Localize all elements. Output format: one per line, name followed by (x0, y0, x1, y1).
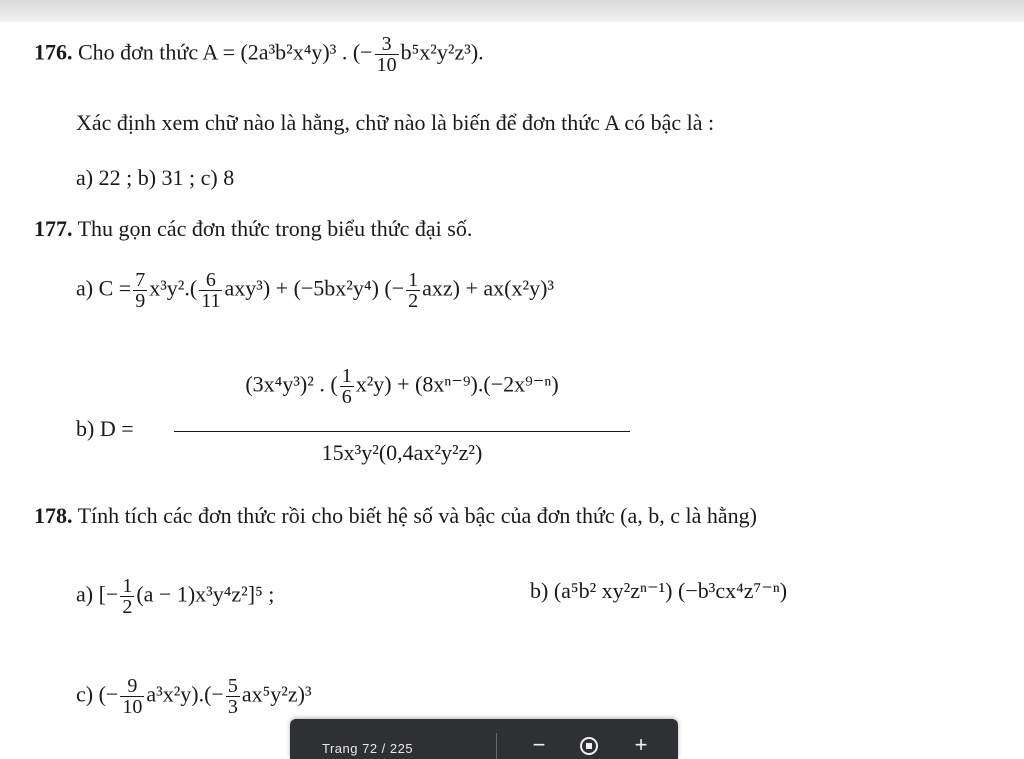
fraction-denominator: 11 (201, 290, 221, 312)
problem-177a (76, 270, 554, 311)
math-expr: axy³) + (−5bx²y⁴) (− (224, 275, 405, 301)
math-expr: ax⁵y²z)³ (241, 681, 312, 707)
problem-number: 176. (34, 39, 73, 65)
problem-177-stem (34, 218, 472, 240)
item-label: b) (530, 578, 549, 603)
fraction-numerator: 1 (408, 269, 419, 291)
stem-text: Cho đơn thức A = (78, 39, 235, 65)
math-expr: x³y².( (149, 275, 198, 301)
fraction-numerator: 1 (341, 365, 352, 387)
fit-page-icon (580, 737, 598, 755)
fraction (120, 576, 134, 617)
problem-176-question: Xác định xem chữ nào là hằng, chữ nào là biến để đơn thức A có bậc là : (76, 110, 715, 135)
fraction-denominator: 3 (227, 696, 238, 718)
math-expr: (a − 1)x³y⁴z²]⁵ ; (136, 581, 275, 607)
math-expr: a³x²y).(− (146, 681, 224, 707)
math-expr: (2a³b²x⁴y)³ . (− (240, 39, 373, 65)
fraction (226, 676, 240, 717)
math-expr: (a⁵b² xy²zⁿ⁻¹) (−b³cx⁴z⁷⁻ⁿ) (553, 578, 788, 603)
fit-page-button[interactable] (576, 732, 602, 758)
fraction (375, 34, 399, 75)
item-label: b) (76, 416, 95, 441)
toolbar-divider (496, 733, 497, 759)
fraction (340, 366, 354, 407)
fraction-numerator: 5 (227, 675, 238, 697)
fraction-numerator: 3 (375, 34, 399, 55)
math-expr: [− (98, 581, 119, 607)
viewer-toolbar (290, 719, 678, 759)
problem-177b-label (76, 418, 134, 440)
fraction-denominator: 10 (376, 54, 397, 76)
item-label: c) (76, 681, 94, 707)
fraction (133, 270, 147, 311)
problem-number: 178. (34, 503, 73, 528)
fraction-denominator: 10 (122, 696, 143, 718)
math-expr: axz) + ax(x²y)³ (422, 275, 555, 301)
fraction-denominator: 6 (341, 386, 352, 408)
math-expr: D = (99, 416, 134, 441)
stem-text: Thu gọn các đơn thức trong biểu thức đại số. (77, 216, 473, 241)
fraction-denominator: 15x³y²(0,4ax²y²z²) (321, 440, 483, 465)
problem-177b-fraction (172, 362, 632, 472)
math-expr: (− (98, 681, 119, 707)
stem-text: Tính tích các đơn thức rồi cho biết hệ số và bậc của đơn thức (a, b, c là hằng) (77, 503, 757, 528)
zoom-out-button[interactable]: − (532, 732, 546, 757)
item-label: a) (76, 581, 94, 607)
problem-176-options: a) 22 ; b) 31 ; c) 8 (76, 165, 235, 190)
fraction (199, 270, 222, 311)
zoom-in-button[interactable]: + (634, 732, 648, 757)
fraction-numerator: 7 (135, 269, 146, 291)
page-indicator: Trang 72 / 225 (322, 741, 414, 756)
problem-178b (530, 580, 787, 602)
problem-178c (76, 676, 312, 717)
fraction-denominator: 9 (135, 290, 146, 312)
math-expr: (3x⁴y³)² . ( (245, 371, 338, 397)
fraction-numerator (172, 366, 632, 407)
fraction-numerator: 6 (199, 270, 222, 291)
math-expr: b⁵x²y²z³). (400, 39, 484, 65)
math-expr: x²y) + (8xⁿ⁻⁹).(−2x⁹⁻ⁿ) (355, 371, 559, 397)
problem-176-stem (34, 34, 484, 75)
fraction (406, 270, 420, 311)
fraction-denominator: 2 (122, 596, 133, 618)
problem-number: 177. (34, 216, 73, 241)
math-expr: C = (98, 275, 132, 301)
fraction-bar (174, 431, 630, 432)
item-label: a) (76, 275, 94, 301)
fraction-numerator: 9 (120, 676, 144, 697)
fraction-numerator: 1 (122, 575, 133, 597)
problem-178a (76, 576, 274, 617)
problem-178-stem (34, 505, 757, 527)
fraction (120, 676, 144, 717)
fraction-denominator: 2 (408, 290, 419, 312)
